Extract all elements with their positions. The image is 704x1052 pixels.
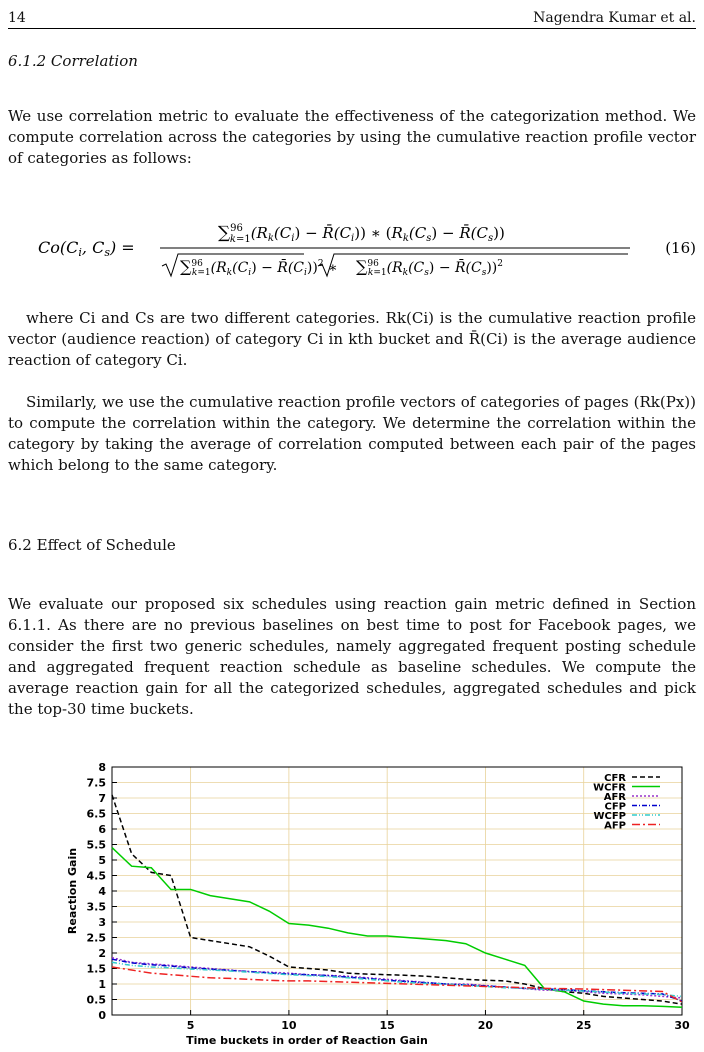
paragraph-similarly: Similarly, we use the cumulative reaction profile vectors of categories of pages (Rk(Px)) to compute the correlation within the category. We determine the correlation within the category by taking the average of correlation computed between each pair of the pages which belong to the same category. bbox=[8, 393, 696, 474]
y-tick-label: 6.5 bbox=[86, 807, 106, 821]
legend-label-cfp: CFP bbox=[604, 801, 626, 813]
series-line-afp bbox=[112, 967, 682, 1002]
paragraph-where: where Ci and Cs are two different categories. Rk(Ci) is the cumulative reaction profile vector (audience reaction) of category Ci in kth bucket and R̄(Ci) is the average audience reaction of category Ci. bbox=[8, 309, 696, 369]
y-tick-label: 3.5 bbox=[86, 900, 106, 914]
x-tick-label: 30 bbox=[674, 1019, 690, 1032]
y-tick-label: 5.5 bbox=[86, 838, 106, 852]
series-line-wcfp bbox=[112, 962, 682, 996]
y-tick-label: 6 bbox=[98, 823, 106, 836]
x-tick-label: 15 bbox=[379, 1019, 395, 1032]
y-tick-label: 4 bbox=[98, 885, 106, 898]
page-number: 14 bbox=[8, 10, 26, 26]
legend-label-wcfr: WCFR bbox=[593, 782, 626, 794]
legend-label-afr: AFR bbox=[603, 792, 626, 803]
y-tick-label: 7 bbox=[98, 792, 106, 805]
series-line-cfr bbox=[112, 795, 682, 1004]
y-tick-label: 1.5 bbox=[86, 962, 106, 976]
page-header bbox=[8, 6, 696, 26]
x-tick-label: 5 bbox=[186, 1019, 195, 1032]
x-axis-label: Time buckets in order of Reaction Gain bbox=[186, 1034, 428, 1047]
legend-label-wcfp: WCFP bbox=[593, 811, 626, 822]
section-title: 6.2 Effect of Schedule bbox=[8, 536, 176, 554]
equation-lhs: Co(Ci, Cs) = bbox=[38, 238, 135, 259]
equation-number: (16) bbox=[665, 239, 696, 257]
y-tick-label: 5 bbox=[98, 854, 106, 867]
y-tick-label: 3 bbox=[98, 916, 106, 929]
y-tick-label: 2.5 bbox=[86, 931, 106, 945]
y-tick-label: 7.5 bbox=[86, 776, 106, 790]
equation-16 bbox=[8, 218, 696, 280]
paragraph-evaluate: We evaluate our proposed six schedules using reaction gain metric defined in Section 6.1.1. As there are no previous baselines on best time to post for Facebook pages, we consider the first two generic schedules, namely aggregated frequent posting schedule and aggregated frequent reaction schedule as baseline schedules. We compute the average reaction gain for all the categorized schedules, aggregated schedules and pick the top-30 time buckets. bbox=[8, 595, 696, 718]
chart-svg bbox=[60, 758, 700, 1048]
legend-label-afp: AFP bbox=[604, 820, 626, 832]
reaction-gain-chart bbox=[60, 758, 700, 1048]
y-tick-label: 2 bbox=[98, 947, 106, 960]
equation-graphic bbox=[8, 218, 696, 280]
subsection-title: 6.1.2 Correlation bbox=[8, 52, 138, 70]
x-tick-label: 10 bbox=[281, 1019, 297, 1032]
equation-numerator: ∑$^{96}$ $k=1(R_k(C_i)$ − $R̄(C_i)$) ∗ ($R_k(C_s)$ − $R̄(C_s)$) bbox=[218, 223, 505, 245]
legend-label-cfr: CFR bbox=[604, 773, 626, 784]
y-tick-label: 8 bbox=[98, 761, 106, 774]
y-tick-label: 0 bbox=[98, 1009, 106, 1022]
series-line-wcfr bbox=[112, 848, 682, 1008]
x-tick-label: 20 bbox=[477, 1019, 494, 1032]
y-tick-label: 1 bbox=[98, 978, 106, 991]
equation-denominator: ∑$^{96}$ $k=1(R_k(C_i)$ − $R̄(C_i))^2$ ∗ ∑$^{96}$ $k=1(R_k(C_s)$ − $R̄(C_s))^2$ bbox=[180, 257, 504, 278]
y-axis-label: Reaction Gain bbox=[66, 847, 79, 935]
y-tick-label: 4.5 bbox=[86, 869, 106, 883]
y-tick-label: 0.5 bbox=[86, 993, 106, 1007]
header-rule bbox=[8, 28, 696, 29]
x-tick-label: 25 bbox=[576, 1019, 592, 1032]
paragraph-intro: We use correlation metric to evaluate the effectiveness of the categorization method. We compute correlation across the categories by using the cumulative reaction profile vector of categories as follows: bbox=[8, 107, 696, 167]
running-authors: Nagendra Kumar et al. bbox=[533, 10, 696, 26]
